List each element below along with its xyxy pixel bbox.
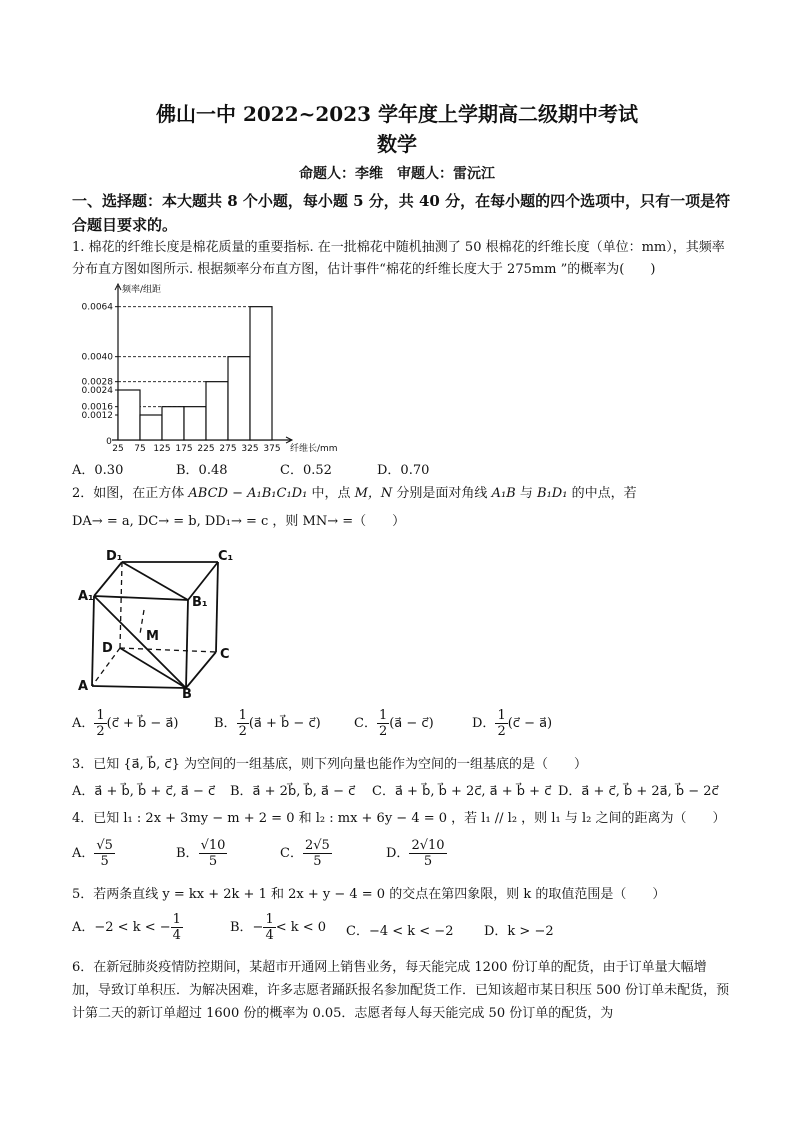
q2-option-a-fraction: $\frac{1}{2}$ [96,708,105,739]
histogram-bar [184,407,206,440]
q3-option-b[interactable]: B．a⃗ + 2b⃗, b⃗, a⃗ − c⃗ [230,784,356,799]
q2-option-c-fraction: $\frac{1}{2}$ [378,708,388,739]
histogram-bar [206,382,228,440]
label-a: A [78,679,89,694]
q1-option-d[interactable]: D．0.70 [377,463,430,478]
origin-label: 0 [106,437,112,447]
edge-ab [92,686,186,688]
q4-option-d[interactable]: D． $\frac{2√10}{5}$ [386,838,445,869]
q2-option-c[interactable]: C． $\frac{1}{2}$ (a⃗ − c⃗) [354,708,434,739]
question-2-stem: 2．如图，在正方体 ABCD − A₁B₁C₁D₁ 中，点 M，N 分别是面对角线 A₁B 与 B₁D₁ 的中点，若 [72,486,637,501]
histogram-bar [228,357,250,440]
question-6-stem: 6．在新冠肺炎疫情防控期间，某超市开通网上销售业务，每天能完成 1200 份订单的配货，由于订单量大幅增加，导致订单积压．为解决困难，许多志愿者踊跃报名参加配货工作．已知该超市某日积压 500 份订单未配货，预计第二天的新订单超过 1600 份的概率为 0.05．志愿者每人每天能完成 50 份订单的配货，为 [72,960,730,1021]
q4-option-c[interactable]: C． $\frac{2√5}{5}$ [280,838,330,869]
q2-option-d-fraction: $\frac{1}{2}$ [497,708,506,739]
histogram-bar [140,415,162,440]
edge-d1a1 [94,562,122,596]
y-tick-label: 0.0064 [81,302,113,313]
diagonal-b1d1 [122,562,188,600]
q3-option-c[interactable]: C．a⃗ + b⃗, b⃗ + 2c⃗, a⃗ + b⃗ + c⃗ [372,784,552,799]
q5-option-b-fraction: $\frac{1}{4}$ [265,912,274,943]
label-m: M [146,629,159,644]
question-4-options [72,838,732,878]
y-tick-label: 0.0012 [81,411,113,421]
label-c1: C₁ [218,549,234,564]
q2-option-d[interactable]: D． $\frac{1}{2}$ (c⃗ − a⃗) [472,708,553,739]
q4-option-a-fraction: $\frac{√5}{5}$ [96,838,113,869]
label-d1: D₁ [106,549,123,564]
y-axis-title: 频率/组距 [122,285,162,295]
question-5-options [72,912,732,952]
x-tick-label: 275 [219,444,237,454]
q5-option-d[interactable]: D．k > −2 [484,924,554,939]
label-c: C [220,647,230,662]
label-b: B [182,687,192,698]
q3-option-d[interactable]: D．a⃗ + c⃗, b⃗ + 2a⃗, b⃗ − 2c⃗ [558,784,719,799]
section-heading: 一、选择题：本大题共 8 个小题，每小题 5 分，共 40 分，在每小题的四个选项中，只有一项是符合题目要求的。 [72,192,731,234]
exam-title: 佛山一中 2022~2023 学年度上学期高二级期中考试 [155,102,638,126]
y-tick-label: 0.0016 [81,402,113,413]
q1-option-a[interactable]: A．0.30 [72,463,124,478]
q3-option-a[interactable]: A．a⃗ + b⃗, b⃗ + c⃗, a⃗ − c⃗ [72,784,216,799]
question-1-stem: 1. 棉花的纤维长度是棉花质量的重要指标. 在一批棉花中随机抽测了 50 根棉花的纤维长度（单位：mm），其频率分布直方图如图所示. 根据频率分布直方图，估计事件“棉花的纤维长度大于 275mm ”的概率为( ) [72,240,725,277]
q4-option-a[interactable]: A． $\frac{√5}{5}$ [72,838,113,869]
x-tick-label: 125 [153,444,171,454]
label-b1: B₁ [192,595,208,610]
exam-subject: 数学 [377,132,417,156]
q4-option-b-fraction: $\frac{√10}{5}$ [200,838,226,869]
question-3-stem: 3．已知 {a⃗, b⃗, c⃗} 为空间的一组基底，则下列向量也能作为空间的一组基底的是（ ） [72,757,587,772]
x-tick-label: 175 [175,444,193,454]
question-2-options [72,708,732,748]
x-tick-label: 375 [263,444,281,454]
question-3-options [72,781,732,803]
q5-option-a-fraction: $\frac{1}{4}$ [172,912,181,943]
histogram-bar [118,390,140,440]
y-tick-label: 0.0040 [81,352,113,363]
edge-a1b1 [94,596,188,600]
x-tick-label: 225 [197,444,215,454]
label-a1: A₁ [78,589,94,604]
x-tick-label: 75 [134,444,146,454]
q4-option-b[interactable]: B． $\frac{√10}{5}$ [176,838,226,869]
histogram-bar [162,407,184,440]
question-5-stem: 5．若两条直线 y = kx + 2k + 1 和 2x + y − 4 = 0 的交点在第四象限，则 k 的取值范围是（ ） [72,887,666,902]
label-d: D [102,641,113,656]
frequency-histogram [72,280,372,458]
x-tick-label: 25 [112,444,124,454]
question-4-stem: 4．已知 l₁ : 2x + 3my − m + 2 = 0 和 l₂ : mx + 6y − 4 = 0 ，若 l₁ // l₂ ，则 l₁ 与 l₂ 之间的距离为（ ） [72,811,726,826]
cube-figure [72,548,242,698]
q2-option-a[interactable]: A． $\frac{1}{2}$ (c⃗ + b⃗ − a⃗) [72,708,179,739]
question-1-options [72,460,732,482]
q2-option-b-fraction: $\frac{1}{2}$ [238,708,247,739]
edge-bc [186,652,216,688]
histogram-bar [250,307,272,440]
q4-option-d-fraction: $\frac{2√10}{5}$ [411,838,445,869]
q1-option-c[interactable]: C．0.52 [280,463,332,478]
edge-a1a [92,596,94,686]
edge-b1b [186,600,188,688]
question-2-vectors: DA→ = a, DC→ = b, DD₁→ = c ，则 MN→ =（ ） [72,514,406,529]
q5-option-b[interactable]: B．− $\frac{1}{4}$ < k < 0 [230,912,327,943]
q5-option-a[interactable]: A．−2 < k < − $\frac{1}{4}$ [72,912,181,943]
x-axis-title: 纤维长/mm [290,444,338,454]
segment-mn [140,610,144,634]
y-tick-label: 0.0024 [81,386,113,396]
exam-authors: 命题人：李维 审题人：雷沅江 [299,166,495,182]
y-tick-label: 0.0028 [81,377,113,388]
hidden-edge-dc [120,648,216,652]
hidden-edge-d1d [120,562,122,648]
histogram-marks [82,283,338,454]
edge-c1c [216,562,218,652]
q5-option-c[interactable]: C．−4 < k < −2 [346,924,454,939]
q4-option-c-fraction: $\frac{2√5}{5}$ [304,838,330,869]
x-tick-label: 325 [241,444,259,454]
q1-option-b[interactable]: B．0.48 [176,463,228,478]
q2-option-b[interactable]: B． $\frac{1}{2}$ (a⃗ + b⃗ − c⃗) [214,708,321,739]
